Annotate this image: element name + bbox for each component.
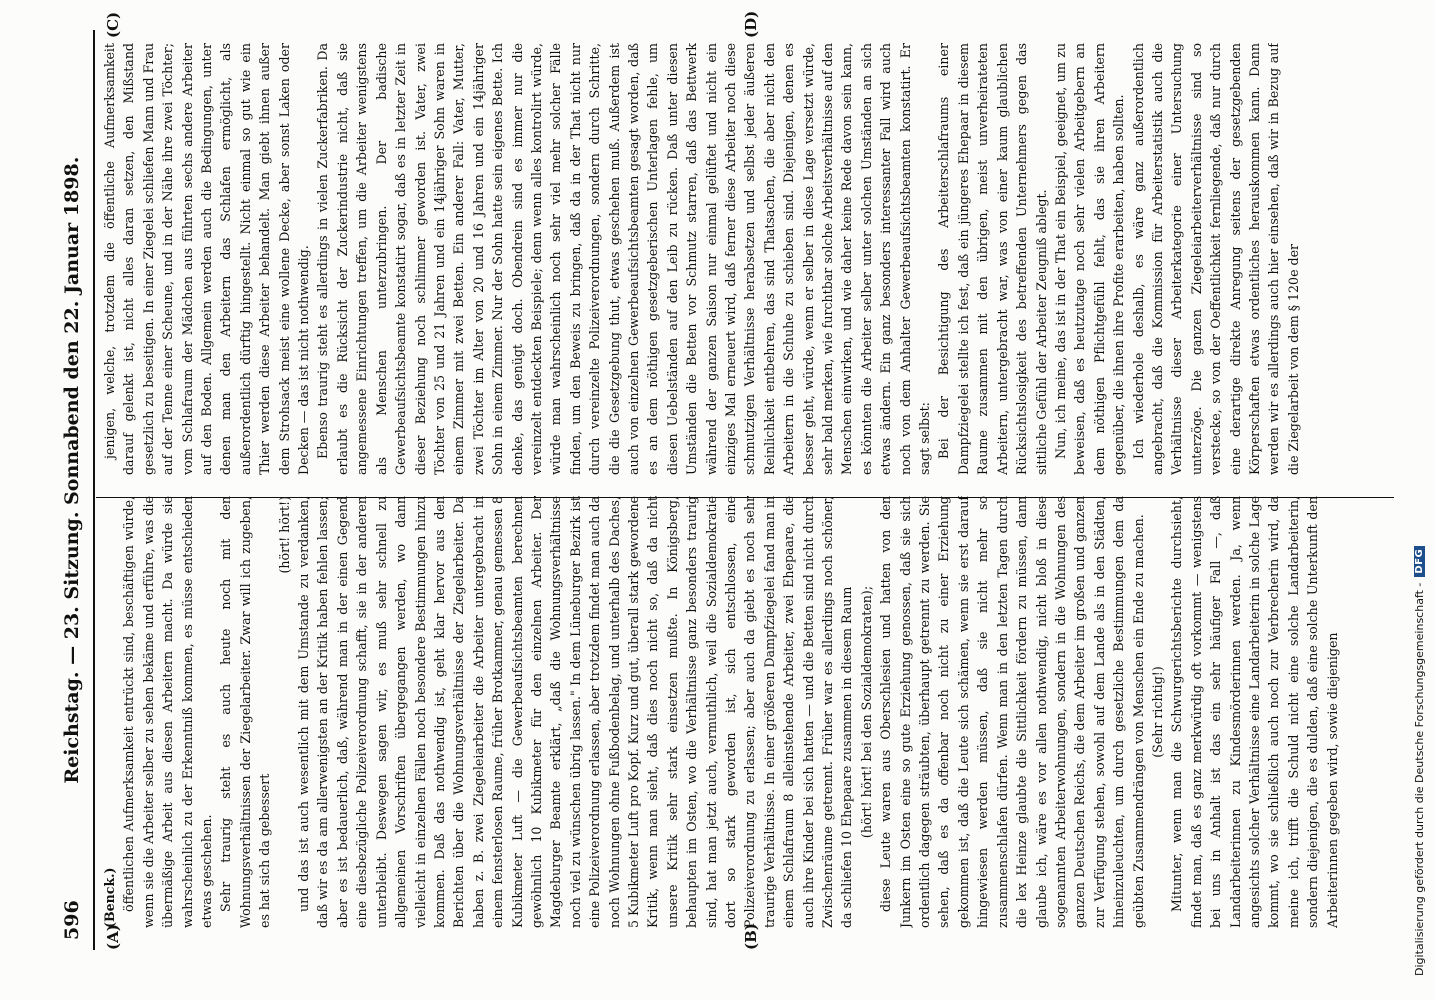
left-column [100, 496, 1390, 928]
paragraph: Ich wiederhole deshalb, es wäre ganz außerordentlich angebracht, daß die Kommission für Arbeiterstatistik auch die Verhältnisse dieser Arbeiterkategorie einer Untersuchung unterzöge. Die ganzen Ziegeleiarbeiterverhältnisse sind so verstecke, so von der Oeffentlichkeit fernliegende, daß nur durch eine derartige direkte Anregung seitens der gesetzgebenden Körperschaften etwas ordentliches herauskommen kann. Dann werden wir es allerdings auch hier einsehen, daß wir in Bezug auf die Ziegelarbeit von dem § 120e der [1130, 43, 1301, 475]
right-column [100, 43, 1390, 475]
digitization-credit [1410, 0, 1428, 1000]
credit-text: Digitalisierung gefördert durch die Deutsche Forschungsgemeinschaft - [1412, 582, 1426, 976]
interjection: (hört! hört! bei den Sozialdemokraten); [858, 585, 874, 839]
margin-marker-b: (B) [742, 923, 760, 950]
paragraph: öffentlichen Aufmerksamkeit entrückt sind, beschäftigen würde, wenn sie die Arbeiter selber zu sehen bekäme und erführe, was die übermäßige Arbeit aus diesen Arbeitern macht. Da würde sie wahrscheinlich zu der Erkenntniß kommen, es müsse entschieden etwas geschehen. [121, 496, 215, 928]
paragraph: diese Leute waren aus Oberschlesien und hatten von den Junkern im Osten eine so gute Erziehung genossen, daß sie sich ordentlich dagegen sträubten, überhaupt getrennt zu werden. Sie sehen, daß es da offenbar noch nicht zu einer Erziehung gekommen ist, daß die Leute sich schämen, wenn sie erst darauf hingewiesen werden müssen, daß sie nicht mehr so zusammenschlafen dürfen. Wenn man in den letzten Tagen durch die lex Heinze glaubte die Sittlichkeit fördern zu müssen, dann glaube ich, wäre es vor allen nothwendig, nicht bloß in diese sogenannten Arbeiterwohnungen, sondern in die Wohnungen des ganzen Deutschen Reichs, die dem Arbeiter im großen und ganzen zur Verfügung stehen, sowohl auf dem Lande als in den Städten, hineinzuleuchten, um durch gesetzliche Bestimmungen dem da geübten Zusammendrängen von Menschen ein Ende zu machen. [878, 496, 1146, 928]
paragraph: jenigen, welche, trotzdem die öffentliche Aufmerksamkeit darauf gelenkt ist, nicht alles daran setzen, den Mißstand gesetzlich zu beseitigen. In einer Ziegelei schliefen Mann und Frau auf der Tenne einer Scheune, und in der Nähe ihre zwei Töchter; vom Schlafraum der Mädchen aus führten sechs andere Arbeiter auf den Boden. Allgemein werden auch die Bedingungen, unter denen man den Arbeitern das Schlafen ermöglicht, als außerordentlich dürftig hingestellt. Nicht einmal so gut wie ein Thier werden diese Arbeiter behandelt. Man giebt ihnen außer dem Strohsack meist eine wollene Decke, aber sonst Laken oder Decken — das ist nicht nothwendig. [102, 43, 312, 475]
paragraph: Mitunter, wenn man die Schwurgerichtsberichte durchsieht, findet man, daß es ganz merkwürdig oft vorkommt — wenigstens bei uns in Anhalt ist das ein sehr häufiger Fall —, daß Landarbeiterinnen zu Kindesmörderinnen werden. Ja, wenn angesichts solcher Verhältnisse eine Landarbeiterin in solche Lage kommt, wo sie schließlich auch noch zur Verbrecherin wird, da meine ich, trifft die Schuld nicht eine solche Landarbeiterin, sondern diejenigen, die es dulden, daß eine solche Unterkunft den Arbeiterinnen gegeben wird, sowie diejenigen [1169, 496, 1340, 928]
header-rule [93, 30, 95, 950]
paragraph: Sehr traurig steht es auch heute noch mit den Wohnungsverhältnissen der Ziegelarbeiter. Zwar will ich zugeben, es hat sich da gebessert [218, 496, 273, 928]
paragraph: Ebenso traurig steht es allerdings in vielen Zuckerfabriken. Da erlaubt es die Rücksicht der Zuckerindustrie nicht, daß sie angemessene Einrichtungen treffen, um die Arbeiter wenigstens als Menschen unterzubringen. Der badische Gewerbeaufsichtsbeamte konstatirt sogar, daß es in letzter Zeit in dieser Beziehung noch schlimmer geworden ist. Vater, zwei Töchter von 25 und 21 Jahren und ein 14jähriger Sohn waren in einem Zimmer mit zwei Betten. Ein anderer Fall: Vater, Mutter, zwei Töchter im Alter von 20 und 16 Jahren und ein 14jähriger Sohn in einem Zimmer. Nur der Sohn hatte sein eigenes Bette. Ich denke, das genügt doch. Obendrein sind es immer nur die vereinzelt entdeckten Beispiele; denn wenn alles kontrolirt würde, würde man wahrscheinlich noch sehr viel mehr solcher Fälle finden, um den Beweis zu bringen, daß da in der That nicht nur durch vereinzelte Polizeiverordnungen, sondern durch Schritte, die die Gesetzgebung thut, etwas geschehen muß. Außerdem ist auch von einzelnen Gewerbeaufsichtsbeamten gesagt worden, daß es an dem nöthigen gesetzgeberischen Unterlagen fehle, um diesen Uebelständen auf den Leib zu rücken. Daß unter diesen Umständen die Betten vor Schmutz starren, daß das Bettwerk während der ganzen Saison nur einmal gelüftet und nicht ein einziges Mal erneuert wird, daß ferner diese Arbeiter noch diese schmutzigen Verhältnisse herabsetzen und selbst jeder äußeren Reinlichkeit entbehren, das sind Thatsachen, die aber nicht den Arbeitern in die Schuhe zu schieben sind. Diejenigen, denen es besser geht, würde, wenn er selber in diese Lage versetzt würde, sehr bald merken, wie furchtbar solche Arbeitsverhältnisse auf den Menschen einwirken, und wie daher keine Rede davon sein kann, es könnten die Arbeiter selber unter solchen Umständen an sich etwas ändern. Ein ganz besonders interessanter Fall wird auch noch von dem Anhalter Gewerbeaufsichtsbeamten konstatirt. Er sagt selbst: [315, 43, 933, 475]
page-header [52, 40, 92, 940]
page-number: 596 [61, 900, 83, 940]
interjection: (Sehr richtig!) [1149, 666, 1165, 758]
speaker-name: (Benck.) [102, 867, 117, 928]
margin-marker-d: (D) [742, 10, 760, 38]
dfg-logo: DFG [1414, 546, 1425, 577]
running-title: Reichstag. — 23. Sitzung. Sonnabend den 22. Januar 1898. [61, 156, 83, 784]
paragraph: und das ist auch wesentlich mit dem Umstande zu verdanken, daß wir es da am allerwenigsten an der Kritik haben fehlen lassen; aber es ist bedauerlich, daß, während man in der einen Gegend eine diesbezügliche Polizeiverordnung schafft, sie in der anderen unterbleibt. Deswegen sagen wir, es muß sehr schnell zu allgemeinen Vorschriften übergegangen werden, wo dann vielleicht in einzelnen Fällen noch besondere Bestimmungen hinzu kommen. Daß das nothwendig ist, geht klar hervor aus den Berichten über die Wohnungsverhältnisse der Ziegelarbeiter. Da haben z. B. zwei Ziegeleiarbeiter die Arbeiter untergebracht in einem fensterlosen Raume, früher Brotkammer, genau gemessen 8 Kubikmeter Luft — die Gewerbeaufsichtsbeamten berechnen gewöhnlich 10 Kubikmeter für den einzelnen Arbeiter. Der Magdeburger Beamte erklärt, „daß die Wohnungsverhältnisse noch viel zu wünschen übrig lassen." In dem Lüneburger Bezirk ist eine Polizeiverordnung erlassen, aber trotzdem findet man auch da noch Wohnungen ohne Fußbodenbelag, und unterhalb des Daches, 5 Kubikmeter Luft pro Kopf. Kurz und gut, überall stark gewordene Kritik, wenn man sieht, daß dies noch nicht so, daß da nicht unsere Kritik sehr stark einsetzen mußte. In Königsberg, behaupten im Osten, wo die Verhältnisse ganz besonders traurig sind, hat man jetzt auch, vermuthlich, weil die Sozialdemokratie dort so stark geworden ist, sich entschlossen, eine Polizeiverordnung zu erlassen; aber auch da giebt es noch sehr traurige Verhältnisse. In einer größeren Dampfziegelei fand man in einem Schlafraum 8 alleinstehende Arbeiter, zwei Ehepaare, die auch ihre Kinder bei sich hatten — und die Betten sind nicht durch Zwischenräume getrennt. Früher war es allerdings noch schöner, da schliefen 10 Ehepaare zusammen in diesem Raum [296, 496, 855, 928]
interjection: (hört! hört!) [276, 496, 292, 574]
margin-marker-a: (A) [104, 924, 122, 950]
block-quote: Bei der Besichtigung des Arbeiterschlafraums einer Dampfziegelei stellte ich fest, daß ein jüngeres Ehepaar in diesem Raume zusammen mit den übrigen, meist unverheirateten Arbeitern, untergebracht war, was von einer kaum glaublichen Rücksichtslosigkeit des betreffenden Unternehmers gegen das sittliche Gefühl der Arbeiter Zeugniß ablegt. [936, 43, 1049, 475]
paragraph: Nun, ich meine, das ist in der That ein Beispiel, geeignet, um zu beweisen, daß es heutzutage noch sehr vielen Arbeitgebern an dem nöthigen Pflichtgefühl fehlt, das sie ihren Arbeitern gegenüber, die ihnen ihre Profite erarbeiten, haben sollten. [1052, 43, 1127, 475]
margin-marker-c: (C) [104, 11, 122, 38]
